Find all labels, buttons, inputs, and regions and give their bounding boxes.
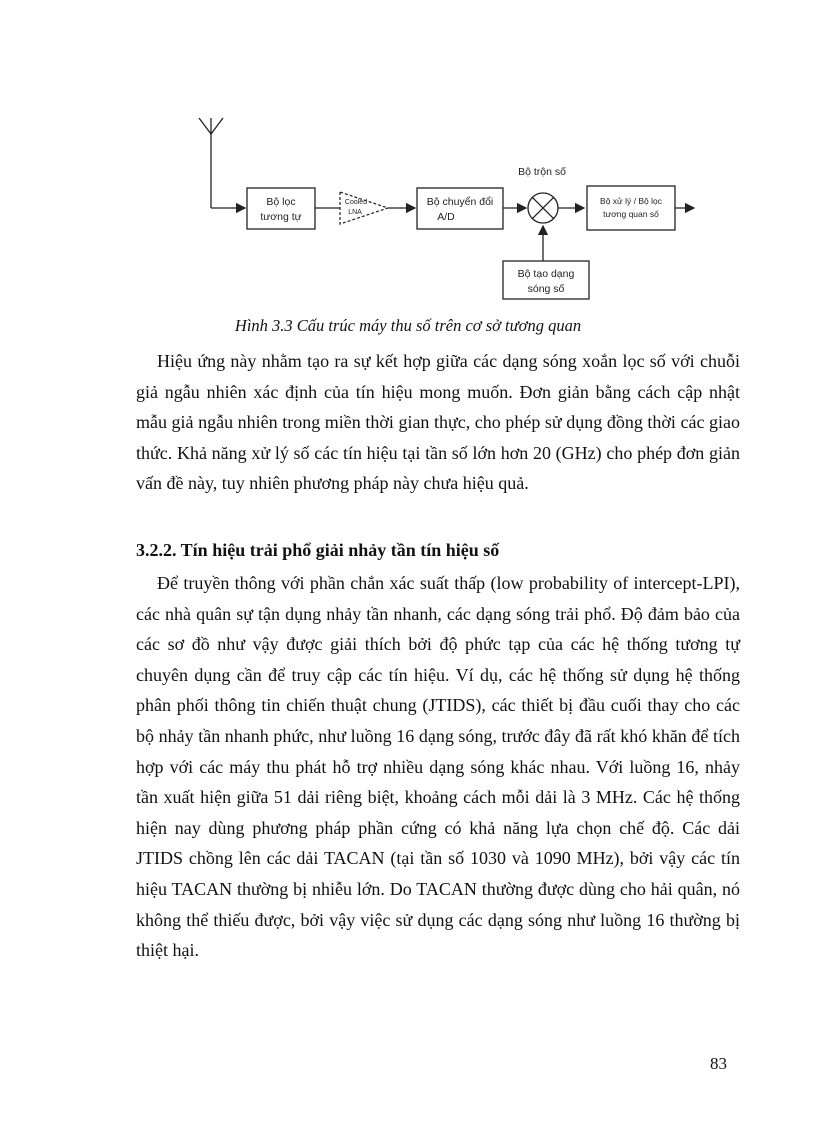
- paragraph-1: Hiệu ứng này nhằm tạo ra sự kết hợp giữa các dạng sóng xoắn lọc số với chuỗi giả ngẫu nhiên xác định của tín hiệu mong muốn. Đơn giản bằng cách cập nhật mẫu giả ngẫu nhiên trong miền thời gian thực, cho phép sử dụng đồng thời các giao thức. Khả năng xử lý số các tín hiệu tại tần số lớn hơn 20 (GHz) cho phép đơn giản vấn đề này, tuy nhiên phương pháp này chưa hiệu quả.: [136, 351, 740, 494]
- lna-label-1: Cooled: [344, 199, 368, 206]
- adc-label-2: A/D: [437, 211, 455, 223]
- processor-label-1: Bộ xử lý / Bộ lọc: [600, 196, 662, 206]
- processor-label-2: tương quan số: [603, 209, 659, 219]
- lna-label-2: LNA: [348, 209, 362, 216]
- section-heading: 3.2.2. Tín hiệu trải phổ giải nhảy tần tín hiệu số: [136, 540, 500, 560]
- mixer-icon: [528, 193, 558, 223]
- waveform-generator-label-1: Bộ tạo dạng: [517, 268, 575, 280]
- analog-filter-label-1: Bộ lọc: [266, 196, 296, 208]
- waveform-generator-label-2: sóng số: [527, 283, 565, 295]
- analog-filter-label-2: tương tự: [260, 211, 302, 223]
- processor-block: [587, 186, 675, 230]
- mixer-label: Bộ trộn số: [518, 166, 566, 178]
- page-number: 83: [710, 1054, 727, 1073]
- paragraph-2: Để truyền thông với phần chắn xác suất thấp (low probability of intercept-LPI), các nhà quân sự tận dụng nhảy tần nhanh, các dạng sóng trải phổ. Độ đảm bảo của các sơ đồ như vậy được giải thích bởi độ phức tạp của các hệ thống tương tự chuyên dụng cần để truy cập các tín hiệu. Ví dụ, các hệ thống sử dụng hệ thống phân phối thông tin chiến thuật chung (JTIDS), các thiết bị đầu cuối thay cho các bộ nhảy tần nhanh phức, như luồng 16 dạng sóng, trước đây đã rất khó khăn để tích hợp với các máy thu phát hỗ trợ nhiều dạng sóng khác nhau. Với luồng 16, nhảy tần xuất hiện giữa 51 dải riêng biệt, khoảng cách mỗi dải là 3 MHz. Các hệ thống hiện nay dùng phương pháp phần cứng có khả năng lựa chọn chế độ. Các dải JTIDS chồng lên các dải TACAN (tại tần số 1030 và 1090 MHz), bởi vậy các tín hiệu TACAN thường bị nhiễu lớn. Do TACAN thường được dùng cho hải quân, nó không thể thiếu được, bởi vậy việc sử dụng các dạng sóng như luồng 16 thường bị thiệt hại.: [136, 573, 740, 961]
- figure-caption: Hình 3.3 Cấu trúc máy thu số trên cơ sở tương quan: [234, 316, 582, 335]
- receiver-block-diagram: [0, 0, 816, 310]
- adc-label-1: Bộ chuyển đổi: [426, 196, 494, 208]
- adc-block: [417, 188, 503, 229]
- antenna-icon: [199, 118, 223, 208]
- lna-amplifier-icon: [340, 192, 388, 224]
